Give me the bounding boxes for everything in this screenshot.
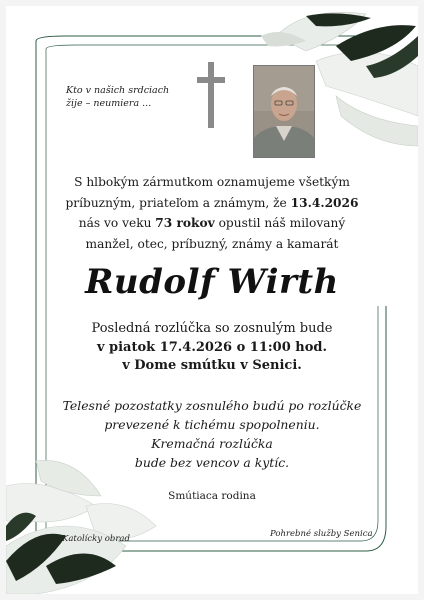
farewell-line-2 (6, 339, 418, 358)
remains-line-4: bude bez vencov a kytíc. (134, 455, 290, 470)
signature: Smútiaca rodina (168, 490, 256, 502)
date-of-death: 13.4.2026 (290, 195, 359, 210)
quote-line-2: žije – neumiera ... (66, 98, 152, 109)
remains-line-1: Telesné pozostatky zosnulého budú po rozlúčke (62, 398, 362, 413)
footer-ceremony-type: Katolícky obrad (62, 534, 130, 544)
footer-funeral-service: Pohrebné služby Senica (270, 529, 373, 539)
remains-line-3: Kremačná rozlúčka (151, 436, 273, 451)
memorial-quote (66, 84, 169, 110)
farewell-date-time: v piatok 17.4.2026 o 11:00 hod. (96, 339, 328, 355)
announcement-line-3-prefix: nás vo veku (78, 216, 156, 230)
farewell-line-1: Posledná rozlúčka so zosnulým bude (91, 321, 333, 336)
deceased-name: Rudolf Wirth (85, 262, 339, 302)
remains-info (6, 396, 418, 472)
announcement-line-4: manžel, otec, príbuzný, známy a kamarát (85, 236, 339, 251)
death-announcement (6, 172, 418, 254)
lily-bottom-left (6, 460, 156, 594)
obituary-card (6, 6, 418, 594)
farewell-place: v Dome smútku v Senici. (122, 358, 302, 373)
announcement-line-3 (6, 213, 418, 234)
announcement-line-1: S hlbokým zármutkom oznamujeme všetkým (74, 175, 350, 189)
remains-line-2: prevezené k tichému spopolneniu. (104, 417, 320, 432)
portrait-photo (253, 65, 315, 158)
quote-line-1: Kto v našich srdciach (66, 85, 170, 96)
cross-icon (196, 60, 226, 130)
announcement-line-3-suffix: opustil náš milovaný (214, 216, 346, 230)
farewell-info (6, 320, 418, 376)
farewell-line-3 (6, 357, 418, 376)
age: 73 rokov (155, 216, 215, 230)
announcement-line-2-text: príbuzným, priateľom a známym, že (65, 195, 291, 210)
announcement-line-2 (6, 193, 418, 214)
